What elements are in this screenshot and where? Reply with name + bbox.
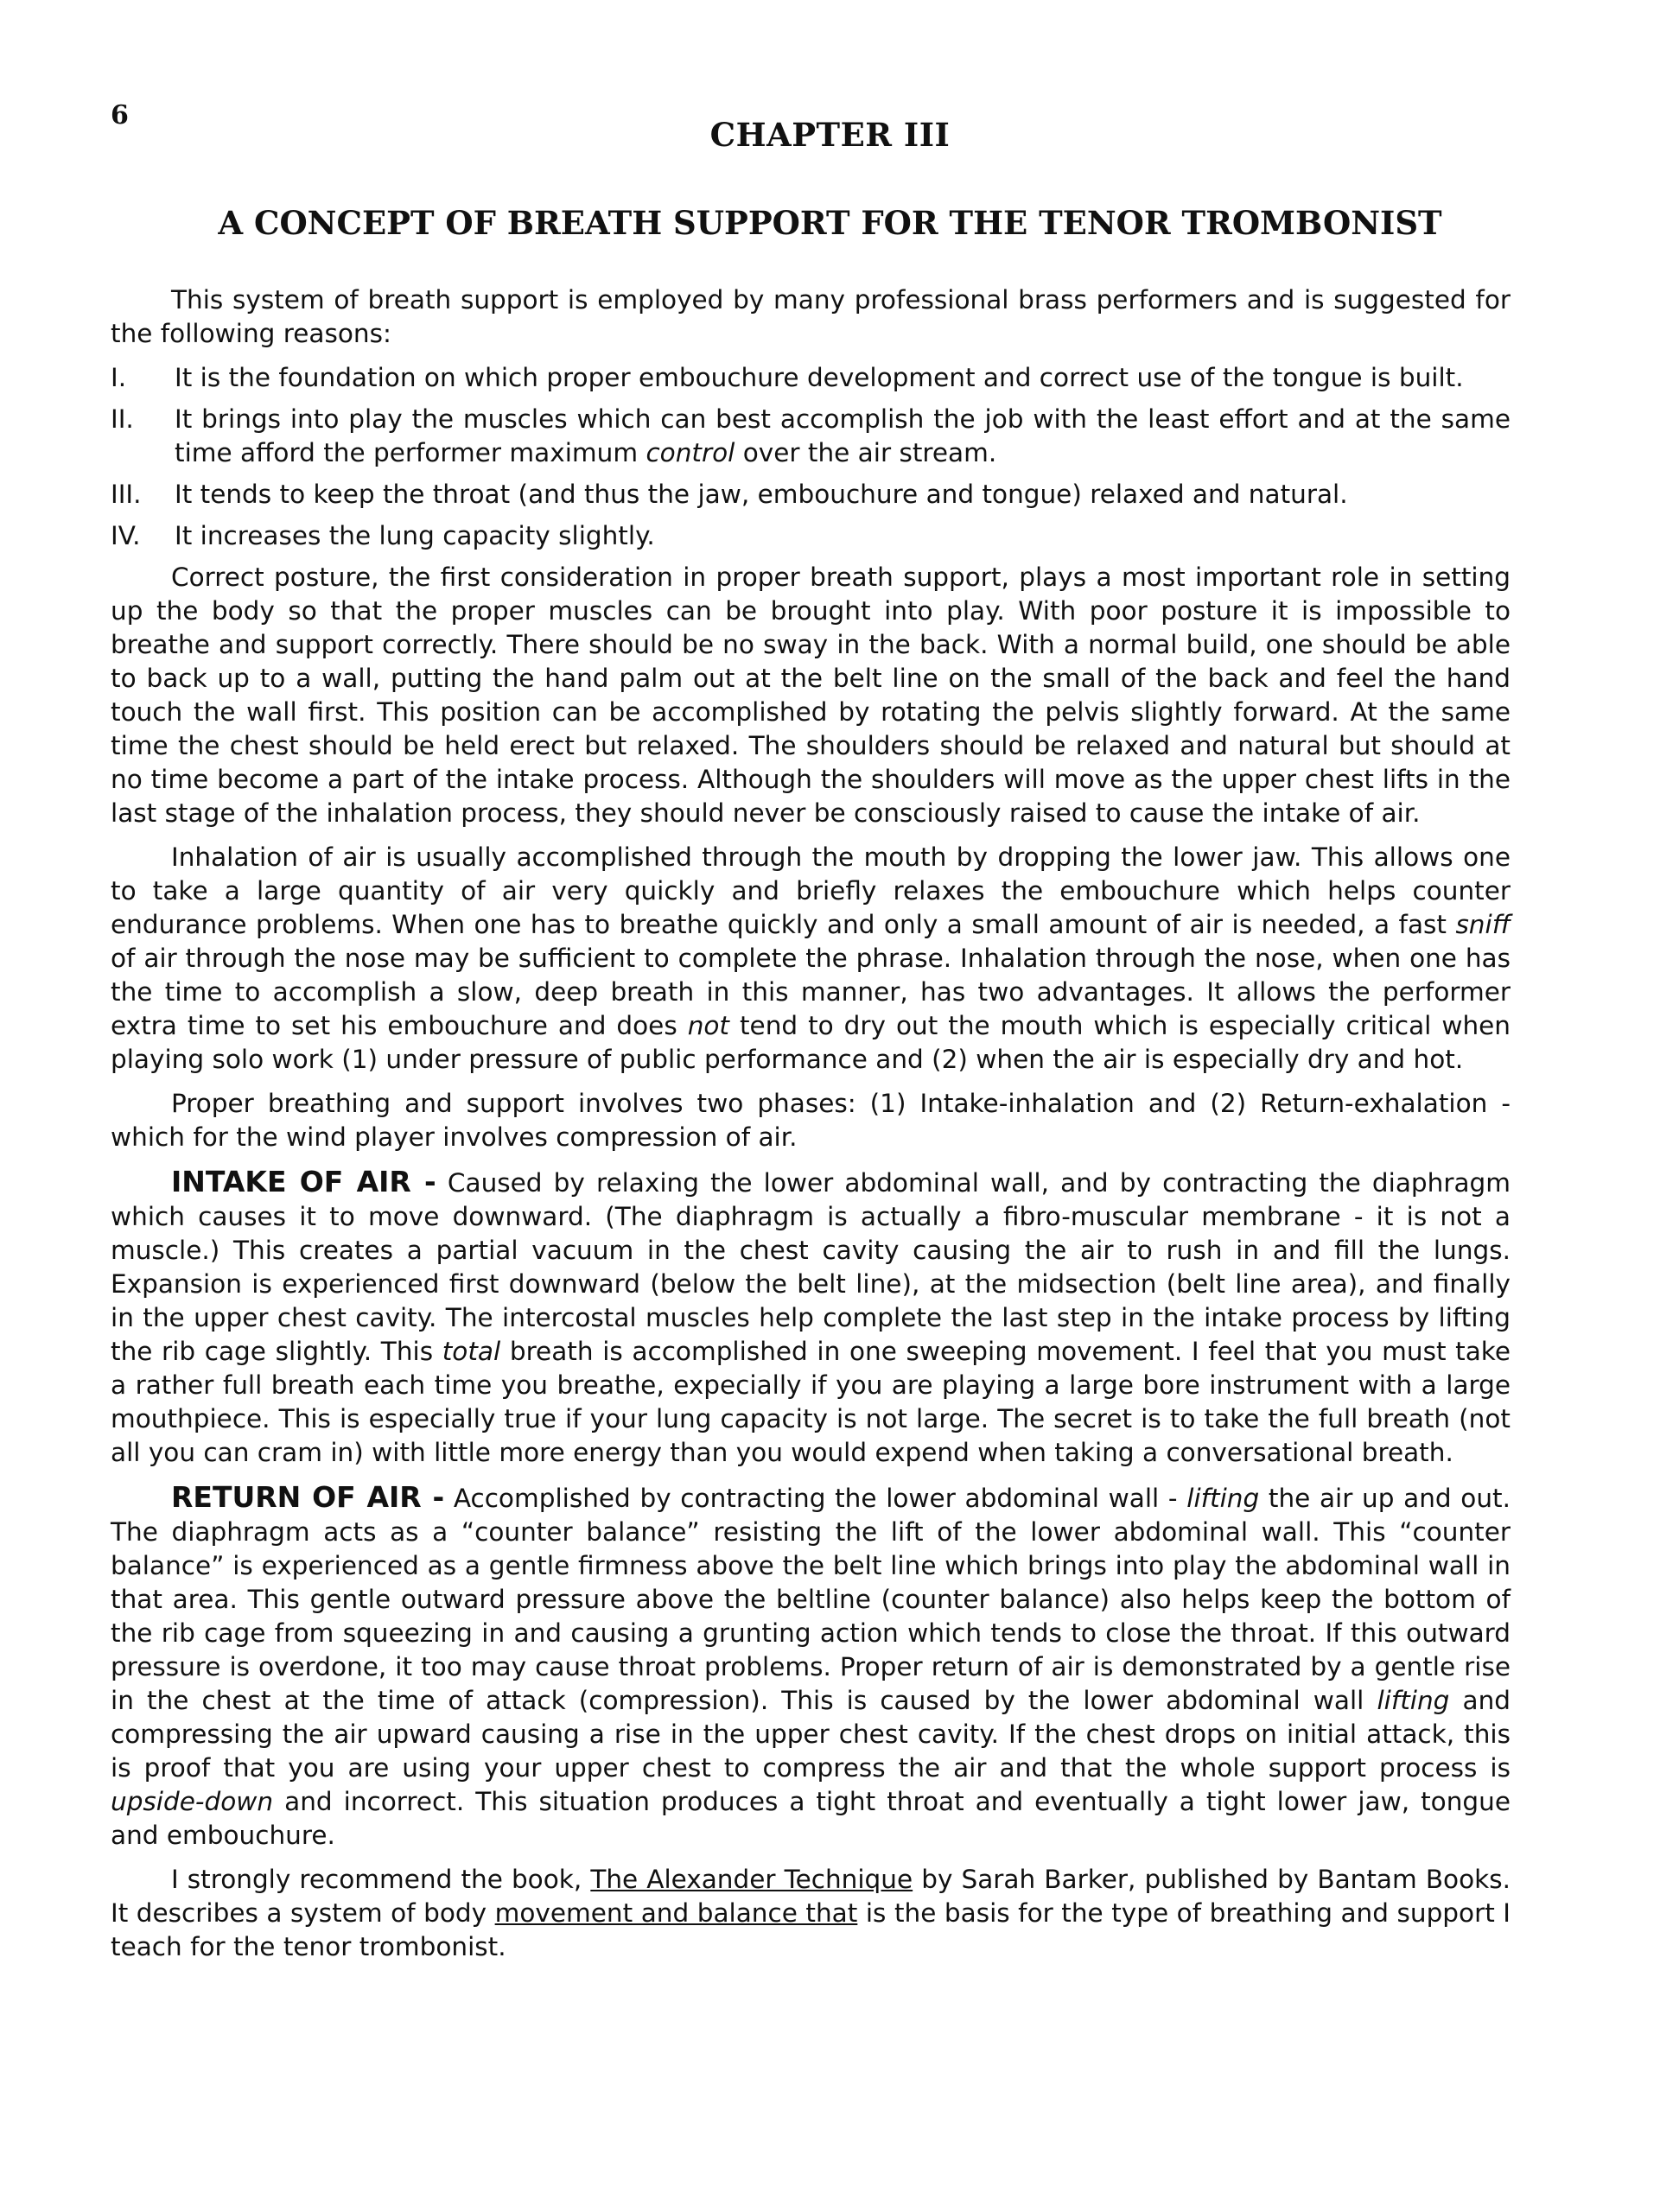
reason-number: III. xyxy=(111,480,142,509)
reason-number: I. xyxy=(111,363,127,392)
text-part: Accomplished by contracting the lower abdominal wall - xyxy=(444,1484,1187,1513)
emphasis: total xyxy=(442,1337,501,1366)
intake-paragraph xyxy=(111,1165,1511,1470)
reason-item xyxy=(111,519,1511,553)
text-part: tend to dry out the mouth which is especially critical when playing solo work (1) under pressure of public performance and (2) when the air is especially dry and hot. xyxy=(111,1011,1511,1074)
intake-heading: INTAKE OF AIR - xyxy=(171,1165,436,1198)
reason-emphasis: control xyxy=(646,438,735,467)
book-title: The Alexander Technique xyxy=(590,1865,913,1894)
text-part: Caused by relaxing the lower abdominal wall, and by contracting the diaphragm which causes it to move downward. (The diaphragm is actually a fibro-muscular membrane - it is not a muscle.) This creates a partial vacuum in the chest cavity causing the air to rush in and fill the lungs. Expansion is experienced first downward (below the belt line), at the midsection (belt line area), and finally in the upper chest cavity. The intercostal muscles help complete the last step in the intake process by lifting the rib cage slightly. This xyxy=(111,1168,1511,1366)
emphasis: lifting xyxy=(1377,1686,1450,1715)
text-part: I strongly recommend the book, xyxy=(171,1865,591,1894)
return-paragraph xyxy=(111,1480,1511,1853)
underlined-phrase: movement and balance that xyxy=(494,1898,858,1928)
inhalation-paragraph xyxy=(111,841,1511,1077)
reason-text xyxy=(175,403,1511,470)
text-part: the air up and out. The diaphragm acts as a “counter balance” resisting the lift of the lower abdominal wall. This “counter balance” is experienced as a gentle firmness above the belt line which brings into play the abdominal wall in that area. This gentle outward pressure above the beltline (counter balance) also helps keep the bottom of the rib cage from squeezing in and causing a grunting action which tends to close the throat. If this outward pressure is overdone, it too may cause throat problems. Proper return of air is demonstrated by a gentle rise in the chest at the time of attack (compression). This is caused by the lower abdominal wall xyxy=(111,1484,1511,1715)
text-part: and incorrect. This situation produces a tight throat and eventually a tight lower jaw, tongue and embouchure. xyxy=(111,1787,1511,1850)
reason-item xyxy=(111,361,1511,395)
emphasis: not xyxy=(687,1011,729,1040)
text-part: by Sarah Barker, published by Bantam Books. It describes a system of body xyxy=(111,1865,1511,1928)
text-part: of air through the nose may be sufficient to complete the phrase. Inhalation through the nose, when one has the time to accomplish a slow, deep breath in this manner, has two advantages. It allows the performer extra time to set his embouchure and does xyxy=(111,944,1511,1040)
phases-paragraph: Proper breathing and support involves two phases: (1) Intake-inhalation and (2) Return-exhalation - which for the wind player involves compression of air. xyxy=(111,1089,1511,1152)
body-text xyxy=(111,283,1511,1974)
text-part: breath is accomplished in one sweeping movement. I feel that you must take a rather full breath each time you breathe, expecially if you are playing a large bore instrument with a large mouthpiece. This is especially true if your lung capacity is not large. The secret is to take the full breath (not all you can cram in) with little more energy than you would expend when taking a conversational breath. xyxy=(111,1337,1511,1467)
reason-item xyxy=(111,403,1511,470)
reason-text-part: over the air stream. xyxy=(735,438,997,467)
posture-paragraph: Correct posture, the first consideration in proper breath support, plays a most important role in setting up the body so that the proper muscles can be brought into play. With poor posture it is impossible to breathe and support correctly. There should be no sway in the back. With a normal build, one should be able to back up to a wall, putting the hand palm out at the belt line on the small of the back and feel the hand touch the wall first. This position can be accomplished by rotating the pelvis slightly forward. At the same time the chest should be held erect but relaxed. The shoulders should be relaxed and natural but should at no time become a part of the intake process. Although the shoulders will move as the upper chest lifts in the last stage of the inhalation process, they should never be consciously raised to cause the intake of air. xyxy=(111,563,1511,828)
page-number: 6 xyxy=(111,100,129,130)
text-part: is the basis for the type of breathing and support I teach for the tenor trombonist. xyxy=(111,1898,1511,1961)
reason-number: II. xyxy=(111,404,134,434)
reason-number: IV. xyxy=(111,521,141,550)
reason-text-part: It brings into play the muscles which can best accomplish the job with the least effort and at the same time afford the performer maximum xyxy=(175,404,1511,467)
chapter-title: A CONCEPT OF BREATH SUPPORT FOR THE TENOR TROMBONIST xyxy=(218,204,1442,242)
text-part: Inhalation of air is usually accomplished through the mouth by dropping the lower jaw. This allows one to take a large quantity of air very quickly and briefly relaxes the embouchure which helps counter endurance problems. When one has to breathe quickly and only a small amount of air is needed, a fast xyxy=(111,842,1511,939)
book-paragraph xyxy=(111,1863,1511,1964)
reason-text: It is the foundation on which proper embouchure development and correct use of the tongue is built. xyxy=(175,363,1464,392)
reason-text: It increases the lung capacity slightly. xyxy=(175,521,655,550)
reason-text: It tends to keep the throat (and thus the jaw, embouchure and tongue) relaxed and natural. xyxy=(175,480,1348,509)
reason-item xyxy=(111,478,1511,512)
intro-paragraph: This system of breath support is employed by many professional brass performers and is suggested for the following reasons: xyxy=(111,285,1511,348)
return-heading: RETURN OF AIR - xyxy=(171,1480,445,1514)
chapter-heading: CHAPTER III xyxy=(709,116,951,154)
emphasis: sniff xyxy=(1455,910,1511,939)
emphasis: lifting xyxy=(1186,1484,1260,1513)
text-part: and compressing the air upward causing a rise in the upper chest cavity. If the chest drops on initial attack, this is proof that you are using your upper chest to compress the air and that the whole support process is xyxy=(111,1686,1511,1783)
emphasis: upside-down xyxy=(111,1787,274,1816)
